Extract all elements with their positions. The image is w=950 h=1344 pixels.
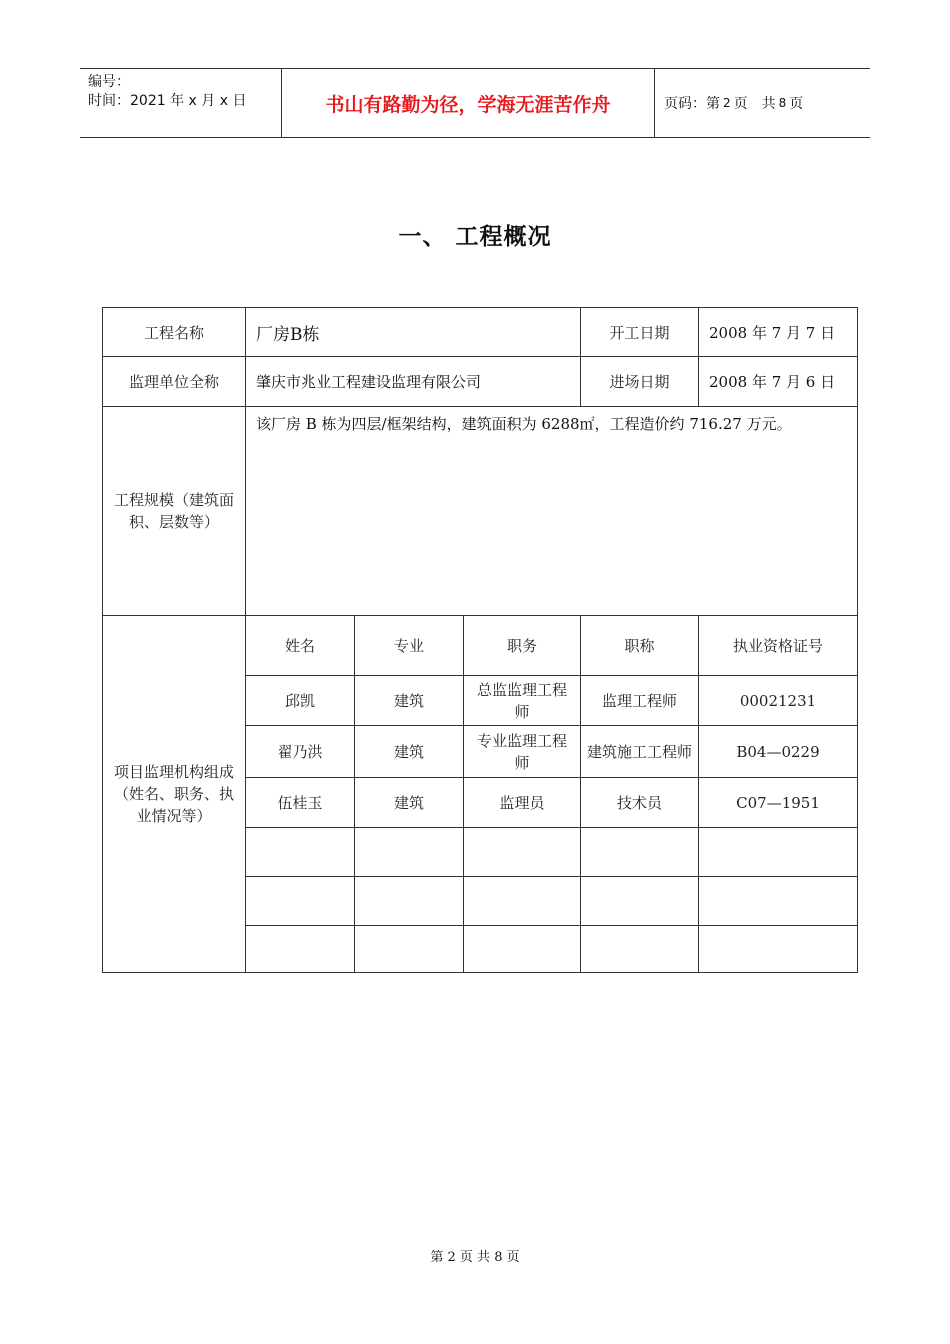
staff-certificate: [699, 877, 858, 926]
project-name-value: 厂房B栋: [246, 308, 581, 357]
page-footer: 第 2 页 共 8 页: [430, 1250, 520, 1265]
supervision-unit-row: [103, 357, 858, 407]
staff-header-major: 专业: [355, 616, 464, 676]
page-header: [80, 68, 870, 138]
project-scale-value: 该厂房 B 栋为四层/框架结构，建筑面积为 6288㎡，工程造价约 716.27 万元。: [246, 407, 858, 616]
page-mid: 页 共: [733, 96, 776, 112]
staff-certificate: B04—0229: [699, 726, 858, 778]
staff-name: [246, 828, 355, 877]
staff-title: [581, 828, 699, 877]
staff-position: 总监监理工程师: [464, 676, 581, 726]
entry-date-label: 进场日期: [581, 357, 699, 407]
staff-name: [246, 926, 355, 973]
staff-major: 建筑: [355, 778, 464, 828]
staff-section-label: 项目监理机构组成（姓名、职务、执业情况等）: [103, 616, 246, 973]
staff-position: [464, 926, 581, 973]
page-current: 2: [723, 96, 731, 110]
project-scale-row: [103, 407, 858, 616]
project-overview-table: [102, 307, 858, 973]
header-divider: [654, 69, 655, 137]
entry-date-value: 2008 年 7 月 6 日: [699, 357, 858, 407]
staff-major: 建筑: [355, 676, 464, 726]
staff-major: [355, 877, 464, 926]
staff-header-name: 姓名: [246, 616, 355, 676]
staff-header-position: 职务: [464, 616, 581, 676]
staff-title: 技术员: [581, 778, 699, 828]
start-date-label: 开工日期: [581, 308, 699, 357]
header-motto: 书山有路勤为径，学海无涯苦作舟: [325, 93, 611, 116]
staff-title: [581, 877, 699, 926]
header-meta: [88, 73, 246, 111]
number-label: 编号：: [88, 74, 130, 90]
staff-certificate: [699, 828, 858, 877]
staff-title: [581, 926, 699, 973]
page-total: 8: [778, 96, 787, 110]
staff-major: 建筑: [355, 726, 464, 778]
section-title: 一、 工程概况: [398, 224, 552, 250]
staff-certificate: [699, 926, 858, 973]
page-suffix: 页: [789, 96, 804, 112]
project-name-label: 工程名称: [103, 308, 246, 357]
staff-major: [355, 926, 464, 973]
page-prefix: 页码：第: [664, 96, 720, 112]
header-page-number: [664, 69, 803, 137]
staff-title: 监理工程师: [581, 676, 699, 726]
staff-certificate: 00021231: [699, 676, 858, 726]
project-name-row: [103, 308, 858, 357]
supervision-unit-value: 肇庆市兆业工程建设监理有限公司: [246, 357, 581, 407]
staff-position: 专业监理工程师: [464, 726, 581, 778]
project-scale-label: 工程规模（建筑面积、层数等）: [103, 407, 246, 616]
supervision-unit-label: 监理单位全称: [103, 357, 246, 407]
start-date-value: 2008 年 7 月 7 日: [699, 308, 858, 357]
staff-title: 建筑施工工程师: [581, 726, 699, 778]
staff-certificate: C07—1951: [699, 778, 858, 828]
time-label: 时间：2021 年 x 月 x 日: [88, 93, 247, 109]
staff-header-row: [103, 616, 858, 676]
staff-name: 邱凯: [246, 676, 355, 726]
staff-header-title: 职称: [581, 616, 699, 676]
staff-position: [464, 877, 581, 926]
staff-header-certificate: 执业资格证号: [699, 616, 858, 676]
staff-position: [464, 828, 581, 877]
staff-name: 翟乃洪: [246, 726, 355, 778]
staff-name: [246, 877, 355, 926]
staff-name: 伍桂玉: [246, 778, 355, 828]
staff-position: 监理员: [464, 778, 581, 828]
staff-major: [355, 828, 464, 877]
